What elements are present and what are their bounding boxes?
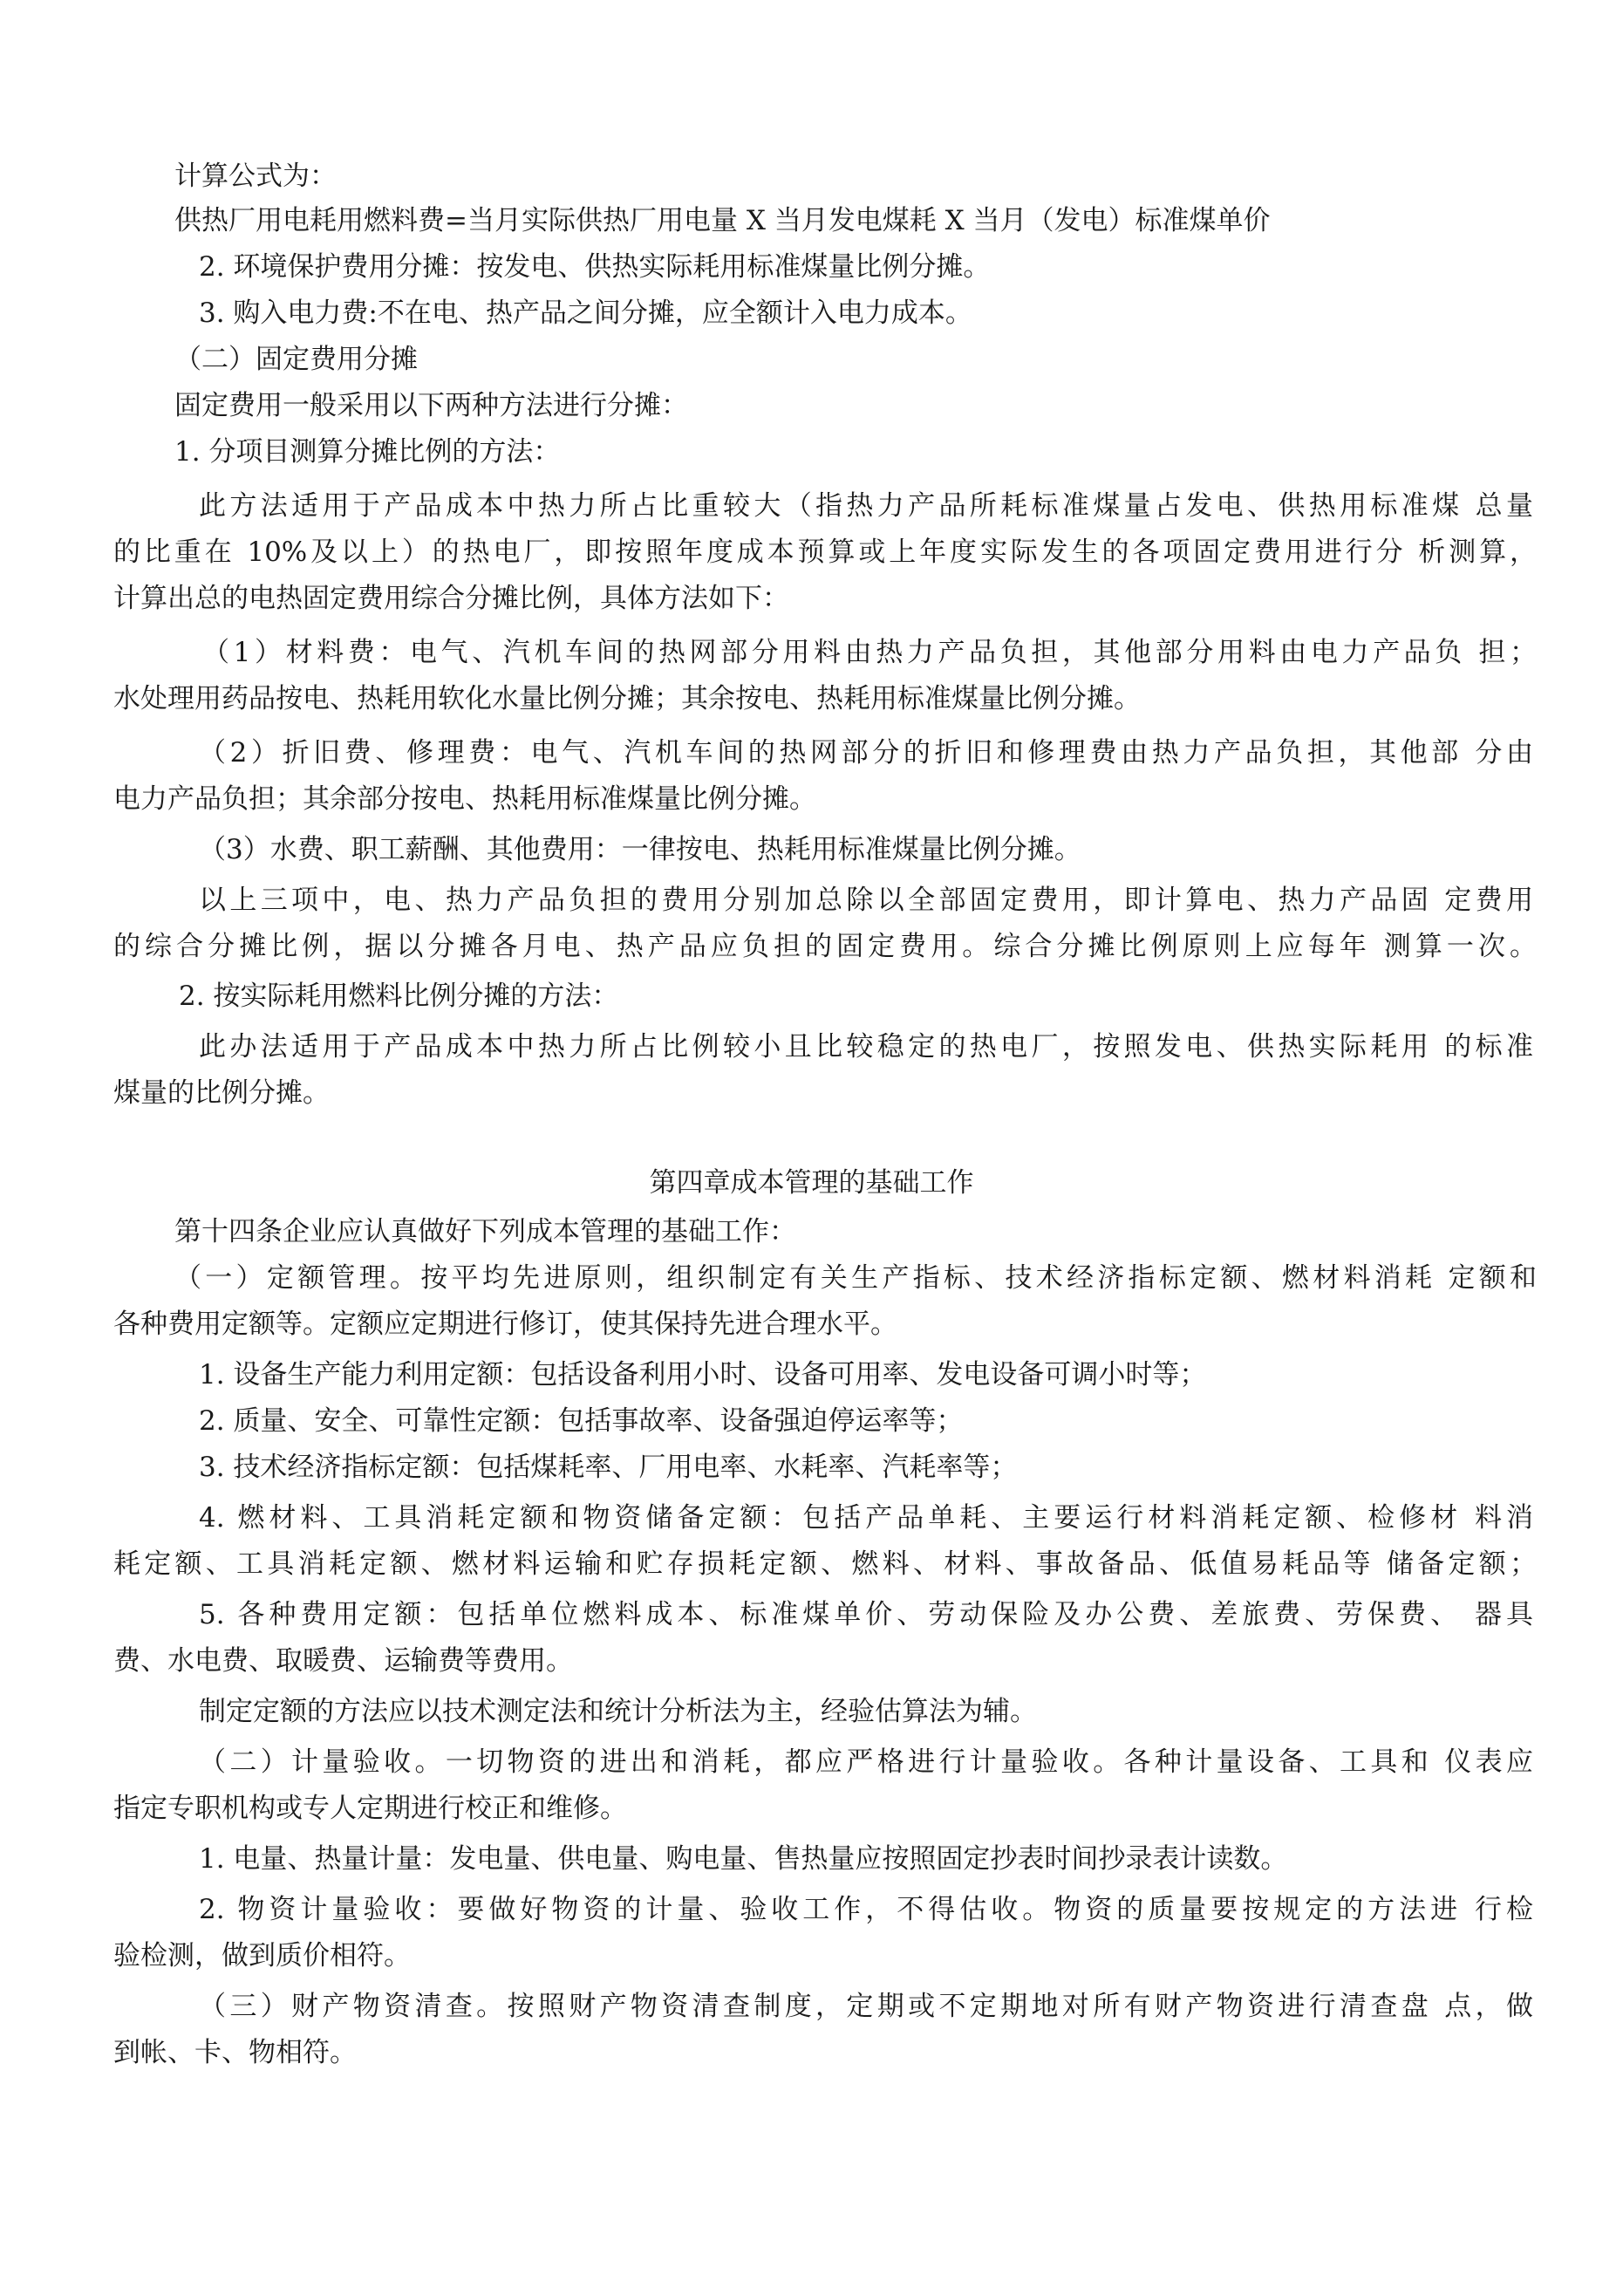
text-line: 此方法适用于产品成本中热力所占比重较大（指热力产品所耗标准煤量占发电、供热用标准煤 总量	[199, 490, 1533, 522]
text-line: 第十四条企业应认真做好下列成本管理的基础工作：	[174, 1216, 796, 1247]
text-line: 3. 技术经济指标定额：包括煤耗率、厂用电率、水耗率、汽耗率等；	[199, 1452, 1018, 1483]
text-line: （二）计量验收。一切物资的进出和消耗，都应严格进行计量验收。各种计量设备、工具和 仪表应	[199, 1746, 1533, 1778]
text-line: 4. 燃材料、工具消耗定额和物资储备定额：包括产品单耗、主要运行材料消耗定额、检修材 料消	[199, 1502, 1533, 1534]
text-line: 此办法适用于产品成本中热力所占比例较小且比较稳定的热电厂，按照发电、供热实际耗用 的标准	[199, 1031, 1533, 1063]
text-line: 2. 按实际耗用燃料比例分摊的方法：	[179, 981, 619, 1012]
text-line: 供热厂用电耗用燃料费=当月实际供热厂用电量 X 当月发电煤耗 X 当月（发电）标准煤单价	[174, 205, 1271, 236]
text-line: 1. 设备生产能力利用定额：包括设备利用小时、设备可用率、发电设备可调小时等；	[199, 1359, 1207, 1391]
section-heading: （二）固定费用分摊	[174, 344, 418, 375]
text-line: 计算公式为：	[174, 161, 337, 192]
text-line: （一）定额管理。按平均先进原则，组织制定有关生产指标、技术经济指标定额、燃材料消耗 定额和	[174, 1262, 1537, 1294]
text-line: 电力产品负担；其余部分按电、热耗用标准煤量比例分摊。	[113, 783, 816, 815]
chapter-heading: 第四章成本管理的基础工作	[649, 1167, 974, 1199]
text-line: 煤量的比例分摊。	[113, 1077, 330, 1109]
text-line: 1. 分项目测算分摊比例的方法：	[174, 436, 561, 468]
text-line: 指定专职机构或专人定期进行校正和维修。	[113, 1793, 627, 1824]
text-line: （3）水费、职工薪酬、其他费用：一律按电、热耗用标准煤量比例分摊。	[199, 834, 1081, 865]
text-line: （三）财产物资清查。按照财产物资清查制度，定期或不定期地对所有财产物资进行清查盘 点，做	[199, 1991, 1533, 2022]
text-line: 固定费用一般采用以下两种方法进行分摊：	[174, 390, 688, 421]
text-line: 各种费用定额等。定额应定期进行修订，使其保持先进合理水平。	[113, 1309, 897, 1340]
text-line: 以上三项中，电、热力产品负担的费用分别加总除以全部固定费用，即计算电、热力产品固 定费用	[199, 885, 1533, 916]
text-line: 费、水电费、取暖费、运输费等费用。	[113, 1645, 573, 1677]
text-line: 验检测，做到质价相符。	[113, 1940, 411, 1971]
text-line: 制定定额的方法应以技术测定法和统计分析法为主，经验估算法为辅。	[199, 1696, 1037, 1727]
text-line: 1. 电量、热量计量：发电量、供电量、购电量、售热量应按照固定抄表时间抄录表计读数。	[199, 1843, 1288, 1875]
text-line: 3. 购入电力费:不在电、热产品之间分摊，应全额计入电力成本。	[199, 297, 972, 329]
text-line: 5. 各种费用定额：包括单位燃料成本、标准煤单价、劳动保险及办公费、差旅费、劳保费、 器具	[199, 1599, 1533, 1630]
text-line: 耗定额、工具消耗定额、燃材料运输和贮存损耗定额、燃料、材料、事故备品、低值易耗品等 储备定额；	[113, 1548, 1537, 1580]
text-line: 的综合分摊比例，据以分摊各月电、热产品应负担的固定费用。综合分摊比例原则上应每年 测算一次。	[113, 931, 1537, 962]
text-line: 的比重在 10%及以上）的热电厂，即按照年度成本预算或上年度实际发生的各项固定费用进行分 析测算，	[113, 536, 1537, 568]
text-line: （1）材料费：电气、汽机车间的热网部分用料由热力产品负担，其他部分用料由电力产品负 担；	[202, 637, 1537, 668]
text-line: 2. 物资计量验收：要做好物资的计量、验收工作，不得估收。物资的质量要按规定的方法进 行检	[199, 1894, 1533, 1925]
text-line: 计算出总的电热固定费用综合分摊比例，具体方法如下：	[113, 583, 789, 614]
text-line: 水处理用药品按电、热耗用软化水量比例分摊；其余按电、热耗用标准煤量比例分摊。	[113, 683, 1141, 714]
text-line: 2. 质量、安全、可靠性定额：包括事故率、设备强迫停运率等；	[199, 1405, 964, 1437]
text-line: （2）折旧费、修理费：电气、汽机车间的热网部分的折旧和修理费由热力产品负担，其他部 分由	[199, 737, 1533, 769]
text-line: 到帐、卡、物相符。	[113, 2037, 357, 2068]
text-line: 2. 环境保护费用分摊：按发电、供热实际耗用标准煤量比例分摊。	[199, 251, 991, 283]
